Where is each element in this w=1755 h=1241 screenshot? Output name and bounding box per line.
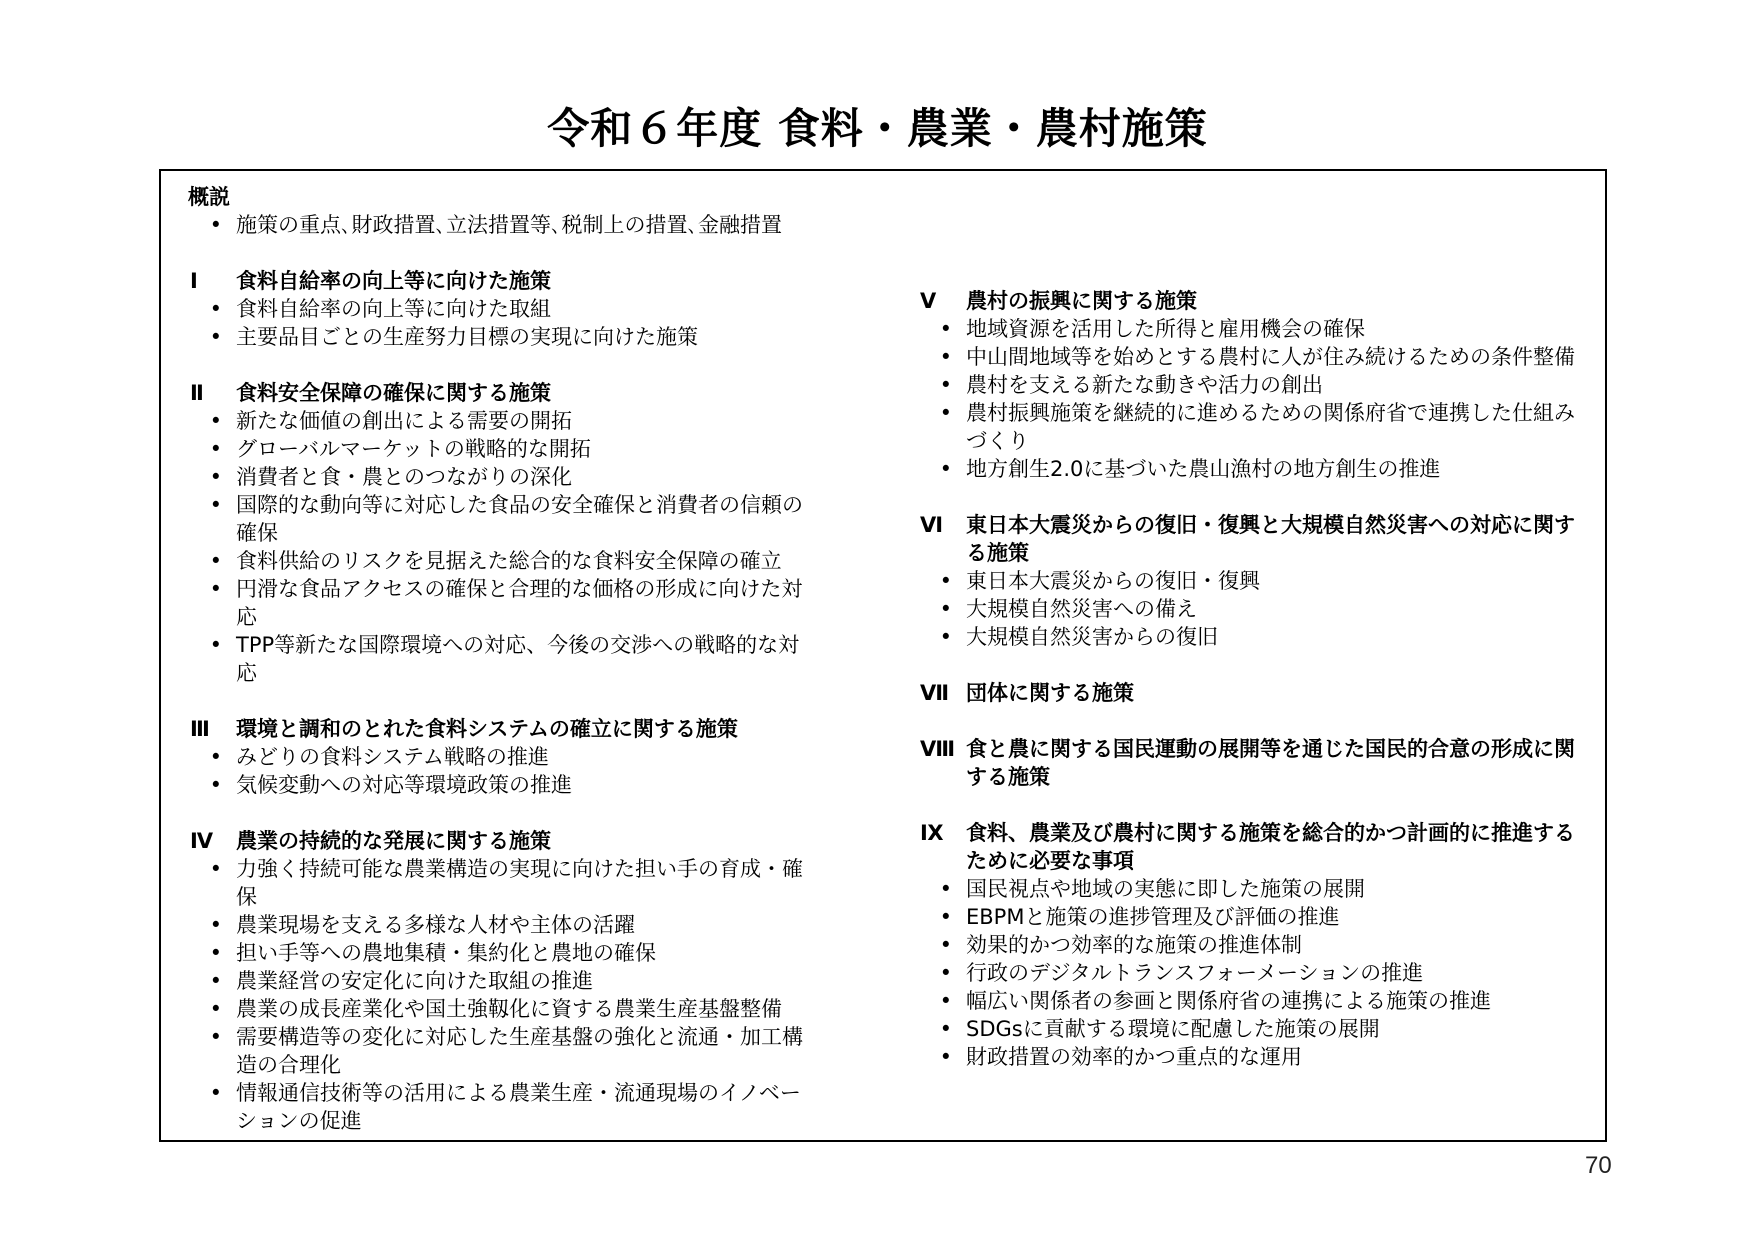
bullet-icon: • [209, 773, 222, 797]
section-title: 食と農に関する国民運動の展開等を通じた国民的合意の形成に関する施策 [966, 737, 1575, 789]
section-heading [918, 287, 1578, 315]
list-item-text: 中山間地域等を始めとする農村に人が住み続けるための条件整備 [966, 345, 1575, 369]
list-item-text: 地方創生2.0に基づいた農山漁村の地方創生の推進 [966, 457, 1441, 481]
list-item [188, 967, 818, 995]
bullet-icon: • [939, 317, 952, 341]
list-item [188, 1079, 818, 1135]
list-item-text: 気候変動への対応等環境政策の推進 [236, 773, 572, 797]
list-item [188, 547, 818, 575]
list-item [188, 631, 818, 687]
list-item [918, 931, 1578, 959]
list-item-text: 行政のデジタルトランスフォーメーションの推進 [966, 961, 1424, 985]
section-numeral: Ⅰ [190, 269, 198, 293]
overview-list [188, 211, 818, 239]
list-item [918, 1043, 1578, 1071]
section-title: 団体に関する施策 [966, 681, 1134, 705]
bullet-icon: • [939, 1017, 952, 1041]
policy-section [188, 379, 818, 687]
list-item [188, 911, 818, 939]
list-item-text: 大規模自然災害への備え [966, 597, 1197, 621]
page-title: 令和６年度 食料・農業・農村施策 [547, 104, 1208, 153]
section-title: 農業の持続的な発展に関する施策 [236, 829, 551, 853]
list-item [188, 491, 818, 547]
list-item [188, 211, 818, 239]
policy-section [188, 827, 818, 1135]
bullet-icon: • [939, 457, 952, 481]
list-item-text: 幅広い関係者の参画と関係府省の連携による施策の推進 [966, 989, 1491, 1013]
list-item-text: 東日本大震災からの復旧・復興 [966, 569, 1260, 593]
bullet-icon: • [209, 1081, 222, 1105]
bullet-icon: • [209, 465, 222, 489]
bullet-icon: • [939, 373, 952, 397]
list-item [918, 623, 1578, 651]
list-item-text: 主要品目ごとの生産努力目標の実現に向けた施策 [236, 325, 698, 349]
list-item [188, 435, 818, 463]
list-item [918, 903, 1578, 931]
bullet-icon: • [939, 569, 952, 593]
list-item-text: 消費者と食・農とのつながりの深化 [236, 465, 572, 489]
list-item-text: グローバルマーケットの戦略的な開拓 [236, 437, 591, 461]
list-item [188, 1023, 818, 1079]
section-item-list [188, 295, 818, 351]
overview-section [188, 183, 818, 239]
list-item-text: みどりの食料システム戦略の推進 [236, 745, 549, 769]
section-numeral: Ⅱ [190, 381, 204, 405]
bullet-icon: • [939, 877, 952, 901]
list-item-text: 新たな価値の創出による需要の開拓 [236, 409, 572, 433]
list-item-text: 財政措置の効率的かつ重点的な運用 [966, 1045, 1302, 1069]
list-item-text: 施策の重点､財政措置､立法措置等､税制上の措置､金融措置 [236, 213, 782, 237]
section-title: 農村の振興に関する施策 [966, 289, 1197, 313]
section-item-list [918, 875, 1578, 1071]
section-heading [188, 827, 818, 855]
bullet-icon: • [209, 633, 222, 657]
bullet-icon: • [939, 905, 952, 929]
bullet-icon: • [209, 213, 222, 237]
list-item-text: 国民視点や地域の実態に即した施策の展開 [966, 877, 1365, 901]
list-item [918, 315, 1578, 343]
section-heading [188, 379, 818, 407]
list-item [918, 987, 1578, 1015]
list-item-text: 国際的な動向等に対応した食品の安全確保と消費者の信頼の確保 [236, 493, 803, 545]
bullet-icon: • [939, 933, 952, 957]
policy-section [918, 679, 1578, 707]
bullet-icon: • [939, 345, 952, 369]
list-item [918, 455, 1578, 483]
section-heading [918, 819, 1578, 875]
list-item-text: 農村振興施策を継続的に進めるための関係府省で連携した仕組みづくり [966, 401, 1575, 453]
section-item-list [918, 567, 1578, 651]
policy-section [188, 267, 818, 351]
section-numeral: Ⅳ [190, 829, 214, 853]
section-heading [918, 511, 1578, 567]
bullet-icon: • [939, 989, 952, 1013]
list-item-text: 効果的かつ効率的な施策の推進体制 [966, 933, 1302, 957]
list-item-text: 情報通信技術等の活用による農業生産・流通現場のイノベーションの促進 [236, 1081, 801, 1133]
policy-section [918, 819, 1578, 1071]
bullet-icon: • [939, 597, 952, 621]
section-item-list [188, 743, 818, 799]
bullet-icon: • [209, 325, 222, 349]
list-item [188, 855, 818, 911]
list-item [188, 295, 818, 323]
section-heading [188, 715, 818, 743]
list-item [918, 567, 1578, 595]
list-item [188, 995, 818, 1023]
section-numeral: Ⅶ [920, 681, 950, 705]
section-heading [918, 735, 1578, 791]
list-item [188, 323, 818, 351]
list-item [188, 575, 818, 631]
bullet-icon: • [209, 857, 222, 881]
section-heading [918, 679, 1578, 707]
list-item-text: SDGsに貢献する環境に配慮した施策の展開 [966, 1017, 1380, 1041]
bullet-icon: • [209, 577, 222, 601]
right-column [918, 287, 1578, 1099]
list-item [188, 939, 818, 967]
list-item [918, 595, 1578, 623]
list-item-text: 地域資源を活用した所得と雇用機会の確保 [966, 317, 1365, 341]
list-item [918, 371, 1578, 399]
bullet-icon: • [209, 297, 222, 321]
bullet-icon: • [209, 941, 222, 965]
section-item-list [188, 855, 818, 1135]
section-numeral: Ⅲ [190, 717, 210, 741]
left-column [188, 183, 818, 1163]
section-numeral: Ⅵ [920, 513, 944, 537]
list-item-text: EBPMと施策の進捗管理及び評価の推進 [966, 905, 1340, 929]
bullet-icon: • [209, 437, 222, 461]
section-title: 食料、農業及び農村に関する施策を総合的かつ計画的に推進するために必要な事項 [966, 821, 1575, 873]
section-item-list [918, 315, 1578, 483]
bullet-icon: • [209, 493, 222, 517]
list-item-text: 大規模自然災害からの復旧 [966, 625, 1218, 649]
list-item [918, 959, 1578, 987]
bullet-icon: • [209, 549, 222, 573]
list-item-text: 担い手等への農地集積・集約化と農地の確保 [236, 941, 656, 965]
list-item-text: 力強く持続可能な農業構造の実現に向けた担い手の育成・確保 [236, 857, 803, 909]
list-item-text: 需要構造等の変化に対応した生産基盤の強化と流通・加工構造の合理化 [236, 1025, 803, 1077]
list-item-text: TPP等新たな国際環境への対応、今後の交渉への戦略的な対応 [236, 633, 800, 685]
section-heading [188, 267, 818, 295]
list-item-text: 農業経営の安定化に向けた取組の推進 [236, 969, 593, 993]
bullet-icon: • [209, 913, 222, 937]
policy-section [918, 735, 1578, 791]
list-item [188, 743, 818, 771]
section-numeral: Ⅷ [920, 737, 956, 761]
list-item-text: 円滑な食品アクセスの確保と合理的な価格の形成に向けた対応 [236, 577, 803, 629]
policy-section [188, 715, 818, 799]
section-title: 東日本大震災からの復旧・復興と大規模自然災害への対応に関する施策 [966, 513, 1575, 565]
section-item-list [188, 407, 818, 687]
section-title: 食料自給率の向上等に向けた施策 [236, 269, 551, 293]
bullet-icon: • [209, 745, 222, 769]
list-item-text: 農業の成長産業化や国土強靱化に資する農業生産基盤整備 [236, 997, 782, 1021]
list-item [188, 771, 818, 799]
bullet-icon: • [939, 1045, 952, 1069]
page-number: 70 [1585, 1152, 1612, 1179]
overview-heading: 概説 [188, 185, 230, 209]
bullet-icon: • [939, 401, 952, 425]
section-numeral: Ⅴ [920, 289, 937, 313]
content-frame [159, 169, 1607, 1142]
list-item-text: 食料供給のリスクを見据えた総合的な食料安全保障の確立 [236, 549, 782, 573]
bullet-icon: • [939, 961, 952, 985]
bullet-icon: • [209, 969, 222, 993]
list-item-text: 食料自給率の向上等に向けた取組 [236, 297, 551, 321]
bullet-icon: • [209, 997, 222, 1021]
list-item [188, 407, 818, 435]
section-title: 食料安全保障の確保に関する施策 [236, 381, 551, 405]
bullet-icon: • [939, 625, 952, 649]
list-item [918, 1015, 1578, 1043]
list-item [918, 875, 1578, 903]
list-item [188, 463, 818, 491]
list-item-text: 農村を支える新たな動きや活力の創出 [966, 373, 1323, 397]
list-item-text: 農業現場を支える多様な人材や主体の活躍 [236, 913, 635, 937]
bullet-icon: • [209, 409, 222, 433]
list-item [918, 399, 1578, 455]
list-item [918, 343, 1578, 371]
bullet-icon: • [209, 1025, 222, 1049]
section-title: 環境と調和のとれた食料システムの確立に関する施策 [236, 717, 738, 741]
policy-section [918, 511, 1578, 651]
policy-section [918, 287, 1578, 483]
section-numeral: Ⅸ [920, 821, 944, 845]
